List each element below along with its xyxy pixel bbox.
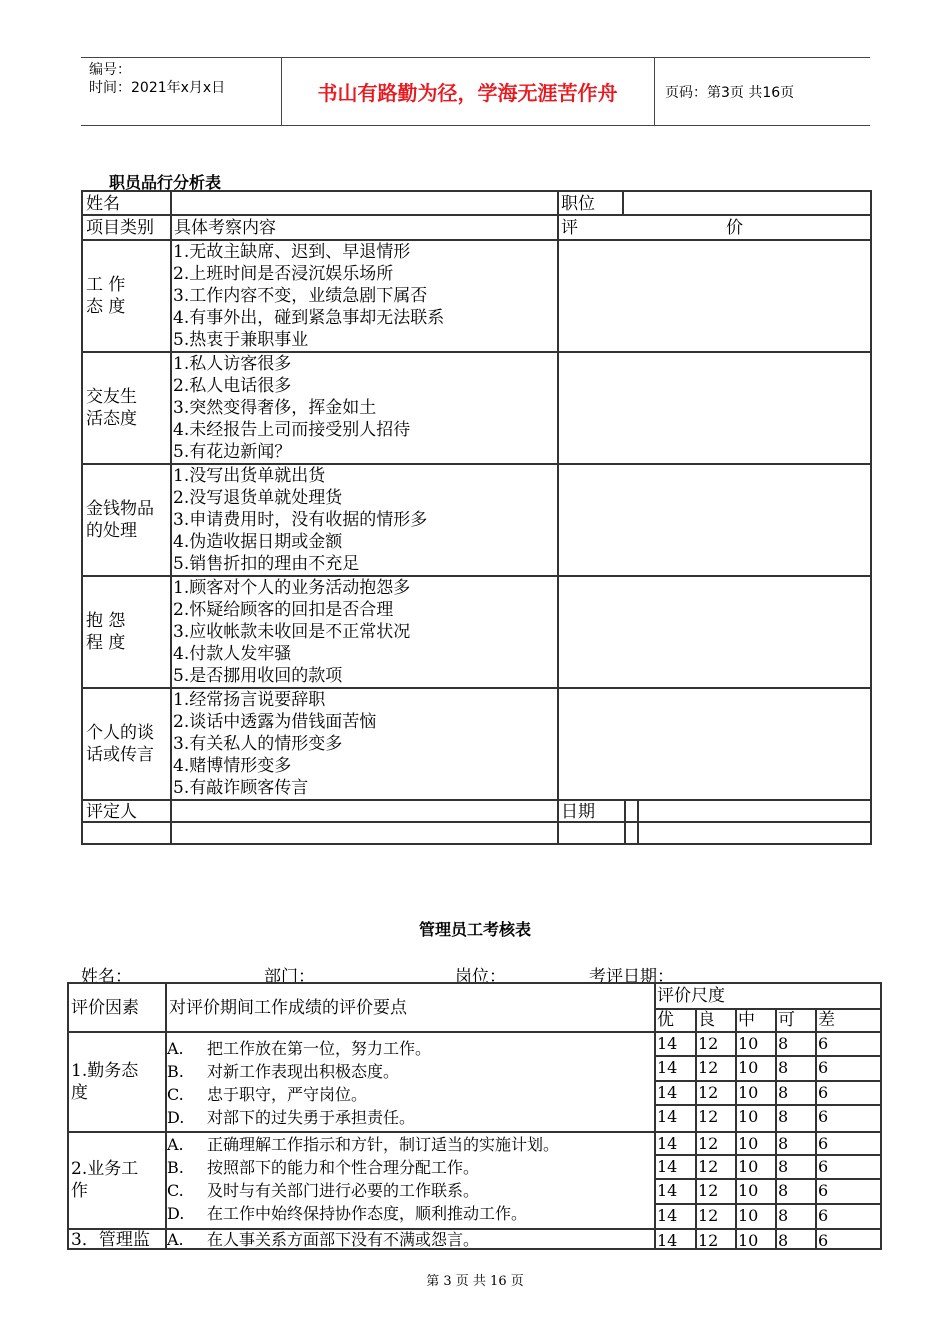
score-cell: 6 xyxy=(818,1157,829,1176)
col-eval xyxy=(561,217,743,239)
grid-line xyxy=(695,1008,697,1248)
score-cell: 6 xyxy=(818,1181,829,1200)
code-label: 编号： xyxy=(89,62,131,78)
info-date: 考评日期： xyxy=(589,967,674,987)
section-label-line: 抱 怨 xyxy=(86,611,126,631)
list-item: 1.无故主缺席、迟到、早退情形 xyxy=(173,242,411,262)
score-cell: 10 xyxy=(738,1083,759,1102)
score-cell: 10 xyxy=(738,1134,759,1153)
col-content: 具体考察内容 xyxy=(174,218,276,238)
criterion xyxy=(167,1156,559,1179)
header-divider xyxy=(654,58,655,125)
score-cell: 14 xyxy=(657,1058,678,1077)
score-cell: 14 xyxy=(657,1157,678,1176)
table1-title: 职员品行分析表 xyxy=(109,173,222,192)
grid-line xyxy=(83,821,870,823)
score-cell: 12 xyxy=(698,1034,719,1053)
grid-line xyxy=(654,1055,880,1057)
criterion-text: 在工作中始终保持协作态度，顺利推动工作。 xyxy=(207,1204,528,1223)
section-label-line: 金钱物品 xyxy=(86,499,154,519)
score-cell: 12 xyxy=(698,1134,719,1153)
grade-label: 中 xyxy=(738,1010,755,1030)
criterion-key: A. xyxy=(167,1039,184,1058)
score-cell: 8 xyxy=(778,1083,789,1102)
score-cell: 12 xyxy=(698,1107,719,1126)
section-items xyxy=(173,353,410,463)
col-factor: 评价因素 xyxy=(71,998,139,1018)
info-dept: 部门： xyxy=(264,967,315,987)
grid-line xyxy=(654,1104,880,1106)
criterion xyxy=(167,1202,559,1225)
score-cell: 6 xyxy=(818,1134,829,1153)
list-item: 4.赌博情形变多 xyxy=(173,756,292,776)
section-label-line: 活态度 xyxy=(86,409,137,429)
score-cell: 10 xyxy=(738,1034,759,1053)
criterion xyxy=(167,1179,559,1202)
score-cell: 14 xyxy=(657,1034,678,1053)
section-label xyxy=(86,274,125,318)
section-items xyxy=(173,577,410,687)
grid-line xyxy=(654,1080,880,1082)
list-item: 4.未经报告上司而接受别人招待 xyxy=(173,420,411,440)
section-label xyxy=(86,610,125,654)
section-label xyxy=(86,386,137,430)
section-label-line: 个人的谈 xyxy=(86,723,154,743)
criterion-text: 忠于职守，严守岗位。 xyxy=(207,1085,368,1104)
criterion xyxy=(167,1228,479,1251)
section-label-line: 交友生 xyxy=(86,387,137,407)
table2-title: 管理员工考核表 xyxy=(418,920,531,939)
list-item: 5.销售折扣的理由不充足 xyxy=(173,554,360,574)
list-item: 2.私人电话很多 xyxy=(173,376,292,396)
criteria-list xyxy=(167,1037,431,1129)
score-cell: 6 xyxy=(818,1231,829,1250)
section-label xyxy=(86,722,154,766)
score-cell: 10 xyxy=(738,1058,759,1077)
score-cell: 8 xyxy=(778,1058,789,1077)
rater-label: 评定人 xyxy=(86,802,137,822)
position-label: 职位 xyxy=(561,194,595,214)
grade-label: 优 xyxy=(657,1010,674,1030)
grid-line xyxy=(654,1154,880,1156)
score-cell: 10 xyxy=(738,1181,759,1200)
factor-label-line: 度 xyxy=(71,1083,88,1103)
score-cell: 12 xyxy=(698,1157,719,1176)
score-cell: 14 xyxy=(657,1231,678,1250)
section-label-line: 程 度 xyxy=(86,633,126,653)
factor-label xyxy=(71,1158,138,1202)
criterion xyxy=(167,1037,431,1060)
score-cell: 14 xyxy=(657,1083,678,1102)
list-item: 3.应收帐款未收回是不正常状况 xyxy=(173,622,411,642)
page-footer: 第 3 页 共 16 页 xyxy=(426,1274,524,1289)
grid-line xyxy=(654,1203,880,1205)
section-label xyxy=(86,498,154,542)
grid-line xyxy=(170,192,172,843)
score-cell: 12 xyxy=(698,1181,719,1200)
criterion-text: 及时与有关部门进行必要的工作联系。 xyxy=(207,1181,480,1200)
grid-line xyxy=(83,214,870,216)
criterion-text: 在人事关系方面部下没有不满或怨言。 xyxy=(207,1230,480,1249)
col-eval-char: 价 xyxy=(726,218,743,238)
score-cell: 6 xyxy=(818,1206,829,1225)
list-item: 1.没写出货单就出货 xyxy=(173,466,326,486)
criterion-key: A. xyxy=(167,1135,184,1154)
score-cell: 14 xyxy=(657,1181,678,1200)
header-motto: 书山有路勤为径，学海无涯苦作舟 xyxy=(317,81,618,105)
grade-label: 可 xyxy=(778,1010,795,1030)
grid-line xyxy=(815,1008,817,1248)
info-post: 岗位： xyxy=(455,967,506,987)
criterion-text: 正确理解工作指示和方针，制订适当的实施计划。 xyxy=(207,1135,560,1154)
factor-label-line: 作 xyxy=(71,1181,88,1201)
grade-label: 良 xyxy=(698,1010,715,1030)
criterion-key: D. xyxy=(167,1108,185,1127)
list-item: 3.有关私人的情形变多 xyxy=(173,734,343,754)
score-cell: 8 xyxy=(778,1206,789,1225)
score-cell: 6 xyxy=(818,1107,829,1126)
score-cell: 6 xyxy=(818,1083,829,1102)
section-items xyxy=(173,689,376,799)
score-cell: 8 xyxy=(778,1231,789,1250)
criterion-text: 把工作放在第一位，努力工作。 xyxy=(207,1039,432,1058)
list-item: 4.伪造收据日期或金额 xyxy=(173,532,343,552)
list-item: 5.是否挪用收回的款项 xyxy=(173,666,343,686)
list-item: 5.有敲诈顾客传言 xyxy=(173,778,309,798)
factor-label-line: 2.业务工 xyxy=(71,1159,139,1179)
grid-line xyxy=(622,192,624,214)
list-item: 2.没写退货单就处理货 xyxy=(173,488,343,508)
header-page-info: 页码：第3页 共16页 xyxy=(665,84,795,101)
factor-label-line: 3．管理监 xyxy=(71,1230,150,1250)
criterion-key: A. xyxy=(167,1230,184,1249)
grid-line xyxy=(69,1031,880,1033)
col-eval-char: 评 xyxy=(561,218,578,238)
score-cell: 10 xyxy=(738,1206,759,1225)
score-cell: 10 xyxy=(738,1107,759,1126)
date-label: 日期 xyxy=(561,802,595,822)
name-label: 姓名 xyxy=(86,194,120,214)
section-label-line: 工 作 xyxy=(86,275,126,295)
criterion-key: B. xyxy=(167,1158,184,1177)
score-cell: 6 xyxy=(818,1058,829,1077)
criterion-text: 对新工作表现出积极态度。 xyxy=(207,1062,400,1081)
list-item: 3.工作内容不变，业绩急剧下属否 xyxy=(173,286,428,306)
section-label-line: 的处理 xyxy=(86,521,137,541)
list-item: 4.付款人发牢骚 xyxy=(173,644,292,664)
grid-line xyxy=(735,1008,737,1248)
score-cell: 14 xyxy=(657,1134,678,1153)
grade-label: 差 xyxy=(818,1010,835,1030)
list-item: 3.突然变得奢侈，挥金如土 xyxy=(173,398,377,418)
score-cell: 12 xyxy=(698,1058,719,1077)
grid-line xyxy=(654,1008,880,1010)
criterion-key: B. xyxy=(167,1062,184,1081)
date-label: 时间：2021年x月x日 xyxy=(89,80,226,96)
criteria-list xyxy=(167,1228,479,1251)
list-item: 2.谈话中透露为借钱面苦恼 xyxy=(173,712,377,732)
grid-line xyxy=(775,1008,777,1248)
list-item: 1.私人访客很多 xyxy=(173,354,292,374)
criterion-key: C. xyxy=(167,1181,184,1200)
score-cell: 8 xyxy=(778,1034,789,1053)
score-cell: 12 xyxy=(698,1206,719,1225)
criterion xyxy=(167,1106,431,1129)
criterion xyxy=(167,1133,559,1156)
section-label-line: 态 度 xyxy=(86,297,126,317)
factor-label xyxy=(71,1060,138,1104)
header-meta xyxy=(89,61,225,97)
section-items xyxy=(173,241,444,351)
criterion-text: 按照部下的能力和个性合理分配工作。 xyxy=(207,1158,480,1177)
factor-label-line: 1.勤务态 xyxy=(71,1061,139,1081)
col-points: 对评价期间工作成绩的评价要点 xyxy=(169,998,407,1018)
section-items xyxy=(173,465,427,575)
score-cell: 12 xyxy=(698,1231,719,1250)
criteria-list xyxy=(167,1133,559,1225)
score-cell: 8 xyxy=(778,1107,789,1126)
page-header xyxy=(81,57,870,126)
list-item: 5.热衷于兼职事业 xyxy=(173,330,309,350)
info-name: 姓名： xyxy=(81,967,132,987)
grid-line xyxy=(654,984,656,1248)
list-item: 2.上班时间是否浸沉娱乐场所 xyxy=(173,264,394,284)
list-item: 1.经常扬言说要辞职 xyxy=(173,690,326,710)
score-cell: 6 xyxy=(818,1034,829,1053)
list-item: 3.申请费用时，没有收据的情形多 xyxy=(173,510,428,530)
criterion xyxy=(167,1083,431,1106)
grid-line xyxy=(557,192,559,843)
list-item: 1.顾客对个人的业务活动抱怨多 xyxy=(173,578,411,598)
score-cell: 10 xyxy=(738,1231,759,1250)
grid-line xyxy=(83,799,870,801)
conduct-analysis-table xyxy=(81,190,872,845)
criterion-key: C. xyxy=(167,1085,184,1104)
criterion-text: 对部下的过失勇于承担责任。 xyxy=(207,1108,416,1127)
col-scale: 评价尺度 xyxy=(657,986,725,1006)
management-evaluation-table xyxy=(67,982,882,1250)
section-label-line: 话或传言 xyxy=(86,745,154,765)
score-cell: 14 xyxy=(657,1206,678,1225)
grid-line xyxy=(654,1178,880,1180)
list-item: 2.怀疑给顾客的回扣是否合理 xyxy=(173,600,394,620)
score-cell: 10 xyxy=(738,1157,759,1176)
score-cell: 14 xyxy=(657,1107,678,1126)
list-item: 5.有花边新闻？ xyxy=(173,442,292,462)
score-cell: 8 xyxy=(778,1134,789,1153)
score-cell: 12 xyxy=(698,1083,719,1102)
list-item: 4.有事外出，碰到紧急事却无法联系 xyxy=(173,308,445,328)
factor-label xyxy=(71,1229,150,1251)
col-category: 项目类别 xyxy=(86,218,154,238)
criterion xyxy=(167,1060,431,1083)
score-cell: 8 xyxy=(778,1181,789,1200)
score-cell: 8 xyxy=(778,1157,789,1176)
criterion-key: D. xyxy=(167,1204,185,1223)
